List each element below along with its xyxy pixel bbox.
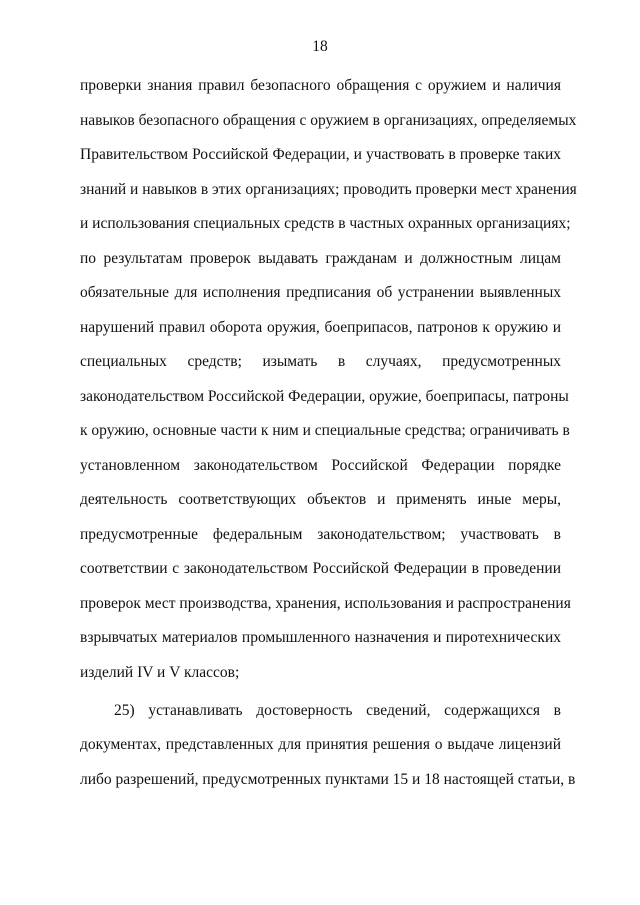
paragraph-1 <box>80 76 577 697</box>
text-line: 25) устанавливать достоверность сведений, содержащихся в <box>114 701 561 719</box>
text-line: либо разрешений, предусмотренных пунктами 15 и 18 настоящей статьи, в <box>80 770 576 788</box>
page-number: 18 <box>312 38 328 55</box>
text-line: Правительством Российской Федерации, и участвовать в проверке таких <box>80 146 561 163</box>
text-line: знаний и навыков в этих организациях; проводить проверки мест хранения <box>80 180 577 198</box>
text-line: специальных средств; изымать в случаях, предусмотренных <box>80 353 561 370</box>
text-line: изделий IV и V классов; <box>80 663 240 681</box>
paragraph-2 <box>80 701 576 805</box>
text-line: нарушений правил оборота оружия, боеприпасов, патронов к оружию и <box>80 318 561 336</box>
text-line: соответствии с законодательством Российской Федерации в проведении <box>80 560 561 577</box>
text-line: обязательные для исполнения предписания об устранении выявленных <box>80 284 561 301</box>
text-line: проверки знания правил безопасного обращения с оружием и наличия <box>80 77 561 94</box>
text-line: деятельность соответствующих объектов и применять иные меры, <box>80 491 561 508</box>
text-line: документах, представленных для принятия решения о выдаче лицензий <box>80 736 561 753</box>
text-line: предусмотренные федеральным законодательством; участвовать в <box>80 525 561 543</box>
text-line: проверок мест производства, хранения, использования и распространения <box>80 594 571 612</box>
text-line: по результатам проверок выдавать гражданам и должностным лицам <box>80 249 561 267</box>
text-line: к оружию, основные части к ним и специальные средства; ограничивать в <box>80 422 570 439</box>
text-line: установленном законодательством Российской Федерации порядке <box>80 456 561 474</box>
text-line: законодательством Российской Федерации, оружие, боеприпасы, патроны <box>80 387 569 405</box>
body-text <box>80 76 577 804</box>
text-line: взрывчатых материалов промышленного назначения и пиротехнических <box>80 629 561 646</box>
text-line: навыков безопасного обращения с оружием в организациях, определяемых <box>80 111 577 129</box>
text-line: и использования специальных средств в частных охранных организациях; <box>80 215 571 232</box>
